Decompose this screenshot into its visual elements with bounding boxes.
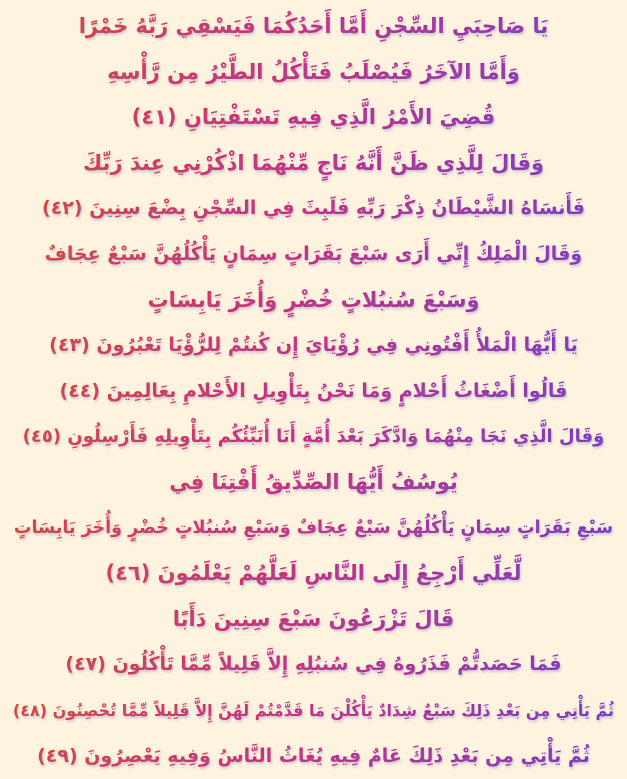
- verse-line-2: وَأَمَّا الآخَرُ فَيُصْلَبُ فَتَأْكُلُ الطَّيْرُ مِن رَّأْسِهِ: [8, 50, 619, 96]
- verse-line-3: قُضِيَ الأَمْرُ الَّذِي فِيهِ تَسْتَفْتِيَانِ (٤١): [8, 95, 619, 141]
- verse-line-12: سَبْعِ بَقَرَاتٍ سِمَانٍ يَأْكُلُهُنَّ سَبْعٌ عِجَافٌ وَسَبْعِ سُنبُلاتٍ خُضْرٍ وَأُخَرَ يَابِسَاتٍ: [8, 506, 619, 552]
- verse-line-9: قَالُوا أَضْغَاثُ أَحْلامٍ وَمَا نَحْنُ بِتَأْوِيلِ الأَحْلامِ بِعَالِمِينَ (٤٤): [8, 369, 619, 415]
- verse-line-1: يَا صَاحِبَيِ السِّجْنِ أَمَّا أَحَدُكُمَا فَيَسْقِي رَبَّهُ خَمْرًا: [8, 4, 619, 50]
- verse-line-10: وَقَالَ الَّذِي نَجَا مِنْهُمَا وَادَّكَرَ بَعْدَ أُمَّةٍ أَنَا أُنَبِّئُكُم بِتَأْوِيلِهِ فَأَرْسِلُونِ (٤٥): [8, 414, 619, 460]
- verse-line-16: ثُمَّ يَأْتِي مِن بَعْدِ ذَلِكَ سَبْعٌ شِدَادٌ يَأْكُلْنَ مَا قَدَّمْتُمْ لَهُنَّ إِلاَّ قَلِيلاً مِّمَّا تُحْصِنُونَ (٤٨): [8, 688, 619, 734]
- verse-line-11: يُوسُفُ أَيُّهَا الصِّدِّيقُ أَفْتِنَا فِي: [8, 460, 619, 506]
- verse-line-7: وَسَبْعَ سُنبُلاتٍ خُضْرٍ وَأُخَرَ يَابِسَاتٍ: [8, 278, 619, 324]
- verse-line-14: قَالَ تَزْرَعُونَ سَبْعَ سِنِينَ دَأَبًا: [8, 597, 619, 643]
- verse-line-8: يَا أَيُّهَا الْمَلأُ أَفْتُونِي فِي رُؤْيَايَ إِن كُنتُمْ لِلرُّؤْيَا تَعْبُرُونَ (٤٣): [8, 323, 619, 369]
- verse-line-4: وَقَالَ لِلَّذِي ظَنَّ أَنَّهُ نَاجٍ مِّنْهُمَا اذْكُرْنِي عِندَ رَبِّكَ: [8, 141, 619, 187]
- verse-line-15: فَمَا حَصَدتُّمْ فَذَرُوهُ فِي سُنبُلِهِ إِلاَّ قَلِيلاً مِّمَّا تَأْكُلُونَ (٤٧): [8, 642, 619, 688]
- verse-line-13: لَّعَلِّي أَرْجِعُ إِلَى النَّاسِ لَعَلَّهُمْ يَعْلَمُونَ (٤٦): [8, 551, 619, 597]
- verse-line-17: ثُمَّ يَأْتِي مِن بَعْدِ ذَلِكَ عَامٌ فِيهِ يُغَاثُ النَّاسُ وَفِيهِ يَعْصِرُونَ (٤٩): [8, 734, 619, 779]
- verse-line-5: فَأَنسَاهُ الشَّيْطَانُ ذِكْرَ رَبِّهِ فَلَبِثَ فِي السِّجْنِ بِضْعَ سِنِينَ (٤٢): [8, 186, 619, 232]
- verse-line-6: وَقَالَ الْمَلِكُ إِنِّي أَرَى سَبْعَ بَقَرَاتٍ سِمَانٍ يَأْكُلُهُنَّ سَبْعٌ عِجَافٌ: [8, 232, 619, 278]
